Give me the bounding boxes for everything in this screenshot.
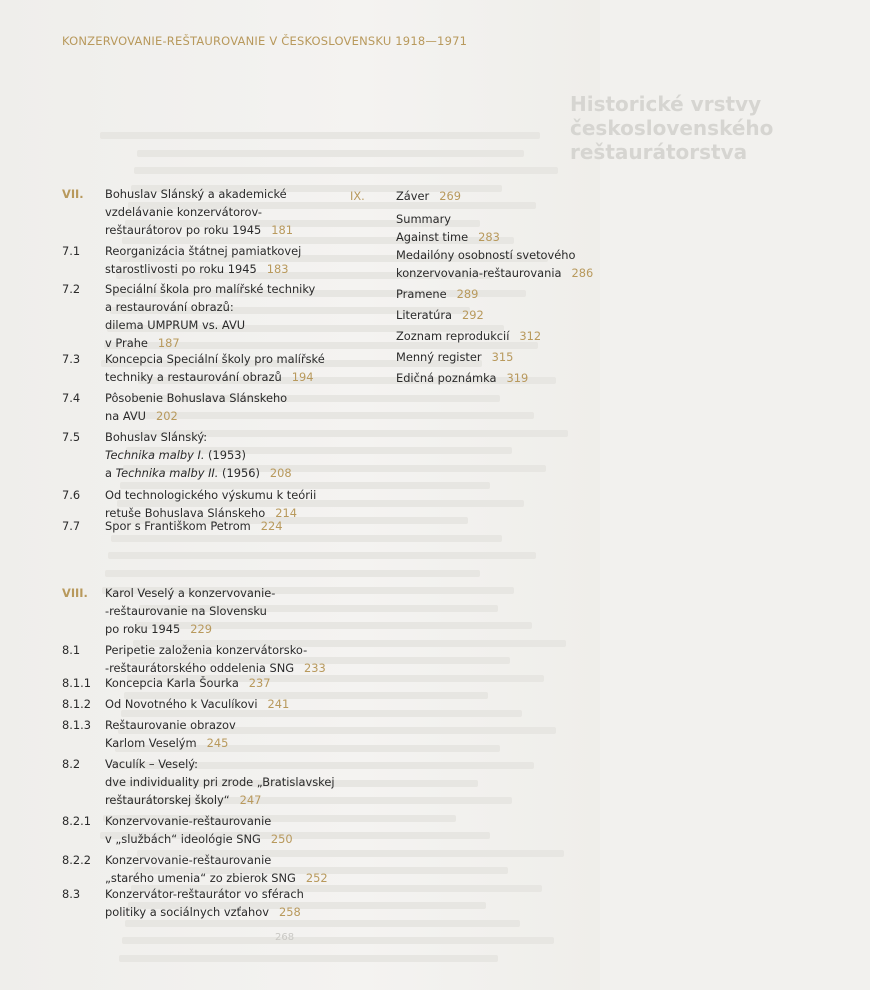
toc-title-line: Bohuslav Slánský:: [105, 430, 208, 444]
toc-page-number: 224: [260, 519, 283, 533]
toc-number: 7.5: [62, 430, 81, 444]
toc-page-number: 252: [305, 871, 328, 885]
toc-page-number: 289: [456, 287, 479, 301]
toc-number: 7.3: [62, 352, 81, 366]
toc-page-number: 286: [571, 266, 594, 280]
toc-number: 8.1.2: [62, 697, 91, 711]
toc-title-line: Koncepcia Karla Šourka: [105, 676, 239, 690]
toc-page-number: 315: [491, 350, 514, 364]
toc-number: 8.2: [62, 757, 81, 771]
toc-title-line: dve individuality pri zrode „Bratislavskej: [105, 775, 335, 789]
ghost-title: Historické vrstvy československého reštaurátorstva: [570, 92, 774, 164]
toc-title-line: politiky a sociálnych vzťahov: [105, 905, 269, 919]
toc-title: [105, 851, 355, 887]
toc-title-year: (1953): [204, 448, 246, 462]
toc-number: 8.1.1: [62, 676, 91, 690]
toc-page-number: 233: [304, 661, 326, 675]
toc-title: [105, 812, 355, 848]
toc-title-line: retuše Bohuslava Slánskeho: [105, 506, 266, 520]
toc-title-line: Medailóny osobností svetového: [396, 248, 576, 262]
toc-page-number: 312: [519, 329, 542, 343]
bleed-through-line: [134, 167, 558, 174]
toc-page-number: 292: [462, 308, 484, 322]
toc-page-number: 229: [190, 622, 213, 636]
toc-title-line: po roku 1945: [105, 622, 181, 636]
toc-title-line: Zoznam reprodukcií: [396, 329, 510, 343]
toc-title-line: dilema UMPRUM vs. AVU: [105, 318, 246, 332]
toc-number: 8.1: [62, 643, 81, 657]
toc-title-line: techniky a restaurování obrazů: [105, 370, 282, 384]
toc-number: VIII.: [62, 586, 88, 600]
toc-number: 8.1.3: [62, 718, 91, 732]
toc-page-number: 241: [267, 697, 290, 711]
toc-title: [105, 389, 355, 425]
toc-number: 8.3: [62, 887, 81, 901]
toc-title-line: Reorganizácia štátnej pamiatkovej: [105, 244, 302, 258]
toc-page-number: 202: [156, 409, 178, 423]
toc-title-line: Menný register: [396, 350, 482, 364]
toc-number: 7.6: [62, 488, 81, 502]
toc-title-line: Summary: [396, 212, 452, 226]
toc-number: 7.7: [62, 519, 81, 533]
toc-title: [396, 210, 646, 246]
toc-page-number: 245: [206, 736, 229, 750]
toc-title-line: v Prahe: [105, 336, 148, 350]
toc-page-number: 181: [271, 223, 293, 237]
toc-page-number: 194: [291, 370, 314, 384]
toc-page-number: 283: [478, 230, 500, 244]
toc-title: [105, 716, 355, 752]
bleed-through-line: [111, 535, 502, 542]
toc-title-line: Spor s Františkom Petrom: [105, 519, 251, 533]
toc-title-conjunction: a: [105, 466, 116, 480]
toc-title: [396, 348, 646, 366]
toc-title-line: Od Novotného k Vaculíkovi: [105, 697, 258, 711]
toc-title: [396, 327, 646, 345]
toc-number: 8.2.2: [62, 853, 91, 867]
toc-title-line: Konzervovanie-reštaurovanie: [105, 853, 272, 867]
toc-title-line: Vaculík – Veselý:: [105, 757, 199, 771]
toc-number: 7.2: [62, 282, 81, 296]
toc-title: [105, 885, 355, 921]
toc-title-line: reštaurátorov po roku 1945: [105, 223, 262, 237]
toc-title: [396, 369, 646, 387]
toc-title-line: a restaurování obrazů:: [105, 300, 234, 314]
toc-number: IX.: [350, 189, 365, 203]
toc-title: [105, 755, 355, 809]
toc-title-line: starostlivosti po roku 1945: [105, 262, 257, 276]
toc-title: [396, 246, 646, 282]
bleed-through-line: [122, 937, 554, 944]
toc-page-number: 183: [266, 262, 289, 276]
toc-title-line: Konzervátor-reštaurátor vo sférach: [105, 887, 304, 901]
toc-title-line: Reštaurovanie obrazov: [105, 718, 236, 732]
toc-page-number: 214: [275, 506, 297, 520]
bleed-through-line: [119, 955, 498, 962]
toc-title-line: Literatúra: [396, 308, 452, 322]
running-header: KONZERVOVANIE-REŠTAUROVANIE V ČESKOSLOVENSKU 1918—1971: [62, 34, 468, 48]
toc-page-number: 250: [270, 832, 293, 846]
toc-number: 8.2.1: [62, 814, 91, 828]
toc-title: [105, 584, 355, 638]
toc-title: [105, 517, 355, 535]
toc-title-work: Technika malby II.: [115, 466, 219, 480]
toc-title: [105, 695, 355, 713]
toc-title-line: Edičná poznámka: [396, 371, 497, 385]
toc-title-line: Pramene: [396, 287, 447, 301]
toc-title-line: Záver: [396, 189, 430, 203]
bleed-through-line: [100, 132, 540, 139]
toc-title-line: -reštaurovanie na Slovensku: [105, 604, 267, 618]
toc-page-number: 258: [278, 905, 301, 919]
toc-title-line: Koncepcia Speciální školy pro malířské: [105, 352, 325, 366]
toc-number: 7.4: [62, 391, 81, 405]
toc-title-line: Konzervovanie-reštaurovanie: [105, 814, 272, 828]
toc-title-line: Od technologického výskumu k teórii: [105, 488, 317, 502]
toc-title-line: „starého umenia“ zo zbierok SNG: [105, 871, 296, 885]
toc-title: [105, 428, 355, 482]
toc-title: [105, 185, 355, 239]
toc-number: 7.1: [62, 244, 81, 258]
toc-title-line: Peripetie založenia konzervátorsko-: [105, 643, 308, 657]
toc-title-line: reštaurátorskej školy“: [105, 793, 230, 807]
toc-title: [105, 641, 355, 677]
toc-title-line: konzervovania-reštaurovania: [396, 266, 562, 280]
toc-title-line: Karol Veselý a konzervovanie-: [105, 586, 276, 600]
toc-title: [105, 242, 355, 278]
bleed-through-line: [105, 570, 480, 577]
toc-title-year: (1956): [218, 466, 260, 480]
toc-title-line: Pôsobenie Bohuslava Slánskeho: [105, 391, 288, 405]
toc-title-work: Technika malby I.: [105, 448, 205, 462]
toc-page-number: 269: [439, 189, 461, 203]
toc-title-line: -reštaurátorského oddelenia SNG: [105, 661, 295, 675]
toc-title-line: Speciální škola pro malířské techniky: [105, 282, 316, 296]
toc-number: VII.: [62, 187, 84, 201]
bleed-through-line: [108, 552, 536, 559]
toc-title-line: Against time: [396, 230, 469, 244]
toc-title: [396, 187, 646, 205]
toc-title-line: Karlom Veselým: [105, 736, 197, 750]
toc-title: [105, 280, 355, 352]
toc-page-number: 208: [269, 466, 292, 480]
toc-title-line: Bohuslav Slánský a akademické: [105, 187, 287, 201]
toc-page-number: 187: [157, 336, 180, 350]
toc-title: [105, 350, 355, 386]
toc-title-line: v „službách“ ideológie SNG: [105, 832, 261, 846]
ghost-folio: 268: [275, 932, 295, 943]
bleed-through-line: [137, 150, 524, 157]
toc-page-number: 237: [248, 676, 271, 690]
toc-title: [105, 674, 355, 692]
toc-title: [396, 306, 646, 324]
toc-title-line: vzdelávanie konzervátorov-: [105, 205, 262, 219]
toc-title-line: na AVU: [105, 409, 147, 423]
toc-page-number: 247: [239, 793, 262, 807]
toc-title: [396, 285, 646, 303]
toc-page-number: 319: [506, 371, 529, 385]
